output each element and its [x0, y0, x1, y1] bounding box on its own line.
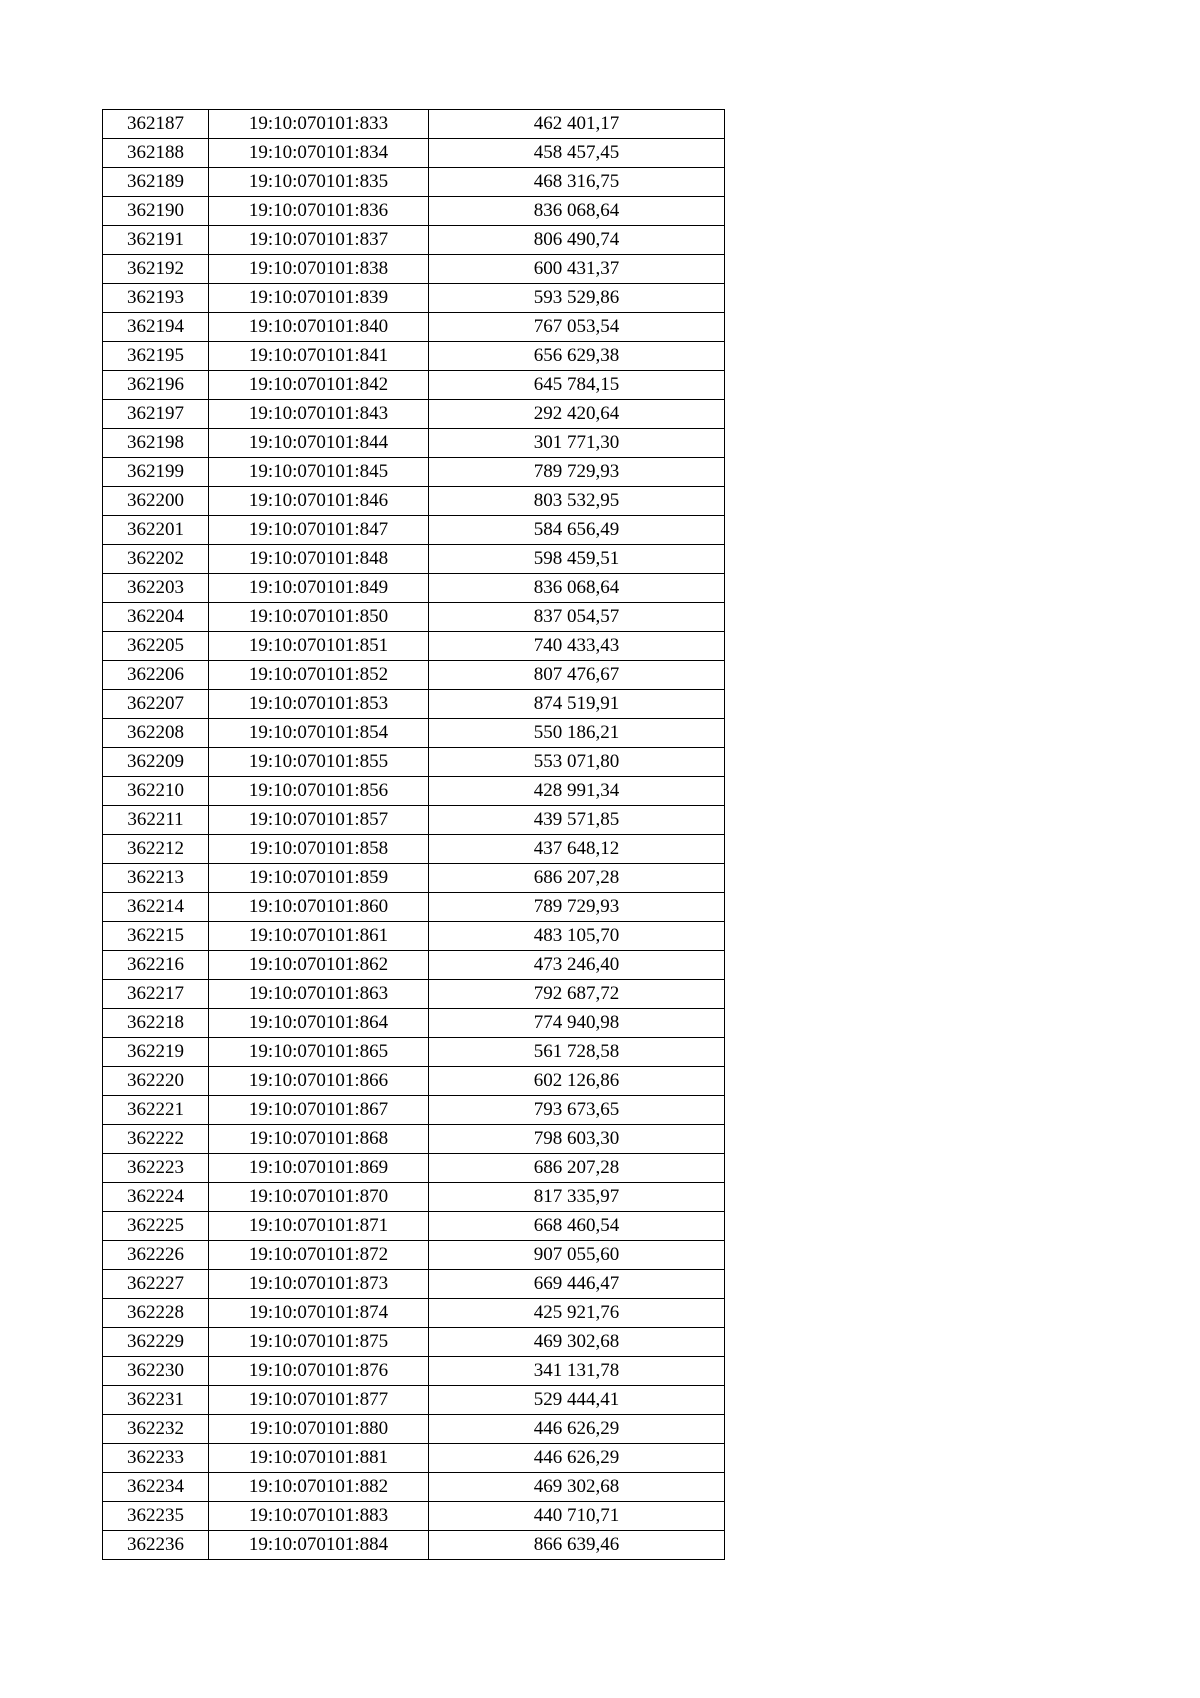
- cadastral-value-cell: 439 571,85: [429, 806, 725, 835]
- cadastral-number-cell: 19:10:070101:836: [209, 197, 429, 226]
- row-number-cell: 362188: [103, 139, 209, 168]
- row-number-cell: 362192: [103, 255, 209, 284]
- cadastral-value-cell: 668 460,54: [429, 1212, 725, 1241]
- cadastral-value-cell: 837 054,57: [429, 603, 725, 632]
- row-number-cell: 362189: [103, 168, 209, 197]
- cadastral-number-cell: 19:10:070101:870: [209, 1183, 429, 1212]
- row-number-cell: 362221: [103, 1096, 209, 1125]
- row-number-cell: 362218: [103, 1009, 209, 1038]
- cadastral-value-cell: 446 626,29: [429, 1415, 725, 1444]
- row-number-cell: 362222: [103, 1125, 209, 1154]
- table-row: [103, 1328, 725, 1357]
- row-number-cell: 362232: [103, 1415, 209, 1444]
- table-row: [103, 516, 725, 545]
- row-number-cell: 362216: [103, 951, 209, 980]
- cadastral-value-cell: 836 068,64: [429, 197, 725, 226]
- cadastral-number-cell: 19:10:070101:846: [209, 487, 429, 516]
- table-row: [103, 1067, 725, 1096]
- table-row: [103, 922, 725, 951]
- cadastral-number-cell: 19:10:070101:847: [209, 516, 429, 545]
- cadastral-number-cell: 19:10:070101:833: [209, 110, 429, 139]
- row-number-cell: 362194: [103, 313, 209, 342]
- table-row: [103, 806, 725, 835]
- cadastral-value-cell: 553 071,80: [429, 748, 725, 777]
- cadastral-number-cell: 19:10:070101:837: [209, 226, 429, 255]
- cadastral-number-cell: 19:10:070101:881: [209, 1444, 429, 1473]
- cadastral-number-cell: 19:10:070101:840: [209, 313, 429, 342]
- cadastral-number-cell: 19:10:070101:865: [209, 1038, 429, 1067]
- table-row: [103, 168, 725, 197]
- cadastral-number-cell: 19:10:070101:859: [209, 864, 429, 893]
- cadastral-value-cell: 645 784,15: [429, 371, 725, 400]
- cadastral-value-cell: 789 729,93: [429, 458, 725, 487]
- cadastral-value-cell: 425 921,76: [429, 1299, 725, 1328]
- cadastral-number-cell: 19:10:070101:868: [209, 1125, 429, 1154]
- cadastral-value-cell: 836 068,64: [429, 574, 725, 603]
- row-number-cell: 362202: [103, 545, 209, 574]
- table-row: [103, 139, 725, 168]
- cadastral-number-cell: 19:10:070101:869: [209, 1154, 429, 1183]
- table-row: [103, 574, 725, 603]
- cadastral-number-cell: 19:10:070101:876: [209, 1357, 429, 1386]
- table-row: [103, 1473, 725, 1502]
- row-number-cell: 362215: [103, 922, 209, 951]
- row-number-cell: 362196: [103, 371, 209, 400]
- table-row: [103, 1009, 725, 1038]
- cadastral-value-cell: 740 433,43: [429, 632, 725, 661]
- cadastral-number-cell: 19:10:070101:871: [209, 1212, 429, 1241]
- row-number-cell: 362199: [103, 458, 209, 487]
- cadastral-value-cell: 437 648,12: [429, 835, 725, 864]
- table-row: [103, 1241, 725, 1270]
- cadastral-number-cell: 19:10:070101:851: [209, 632, 429, 661]
- row-number-cell: 362210: [103, 777, 209, 806]
- cadastral-number-cell: 19:10:070101:873: [209, 1270, 429, 1299]
- cadastral-value-cell: 550 186,21: [429, 719, 725, 748]
- row-number-cell: 362226: [103, 1241, 209, 1270]
- cadastral-number-cell: 19:10:070101:838: [209, 255, 429, 284]
- cadastral-value-cell: 798 603,30: [429, 1125, 725, 1154]
- row-number-cell: 362227: [103, 1270, 209, 1299]
- cadastral-number-cell: 19:10:070101:874: [209, 1299, 429, 1328]
- cadastral-number-cell: 19:10:070101:835: [209, 168, 429, 197]
- cadastral-number-cell: 19:10:070101:877: [209, 1386, 429, 1415]
- cadastral-value-cell: 793 673,65: [429, 1096, 725, 1125]
- table-row: [103, 1386, 725, 1415]
- row-number-cell: 362231: [103, 1386, 209, 1415]
- cadastral-value-cell: 598 459,51: [429, 545, 725, 574]
- cadastral-value-cell: 483 105,70: [429, 922, 725, 951]
- table-row: [103, 458, 725, 487]
- cadastral-value-cell: 774 940,98: [429, 1009, 725, 1038]
- cadastral-number-cell: 19:10:070101:834: [209, 139, 429, 168]
- cadastral-number-cell: 19:10:070101:858: [209, 835, 429, 864]
- table-row: [103, 313, 725, 342]
- row-number-cell: 362208: [103, 719, 209, 748]
- row-number-cell: 362205: [103, 632, 209, 661]
- cadastral-number-cell: 19:10:070101:854: [209, 719, 429, 748]
- cadastral-value-cell: 817 335,97: [429, 1183, 725, 1212]
- cadastral-number-cell: 19:10:070101:882: [209, 1473, 429, 1502]
- cadastral-number-cell: 19:10:070101:845: [209, 458, 429, 487]
- cadastral-value-cell: 428 991,34: [429, 777, 725, 806]
- row-number-cell: 362225: [103, 1212, 209, 1241]
- cadastral-value-cell: 446 626,29: [429, 1444, 725, 1473]
- cadastral-number-cell: 19:10:070101:850: [209, 603, 429, 632]
- cadastral-number-cell: 19:10:070101:855: [209, 748, 429, 777]
- table-row: [103, 545, 725, 574]
- cadastral-value-cell: 468 316,75: [429, 168, 725, 197]
- table-row: [103, 1444, 725, 1473]
- cadastral-value-table: [102, 109, 725, 1560]
- cadastral-value-cell: 440 710,71: [429, 1502, 725, 1531]
- row-number-cell: 362204: [103, 603, 209, 632]
- table-row: [103, 226, 725, 255]
- cadastral-value-cell: 292 420,64: [429, 400, 725, 429]
- table-row: [103, 1357, 725, 1386]
- table-row: [103, 1270, 725, 1299]
- row-number-cell: 362220: [103, 1067, 209, 1096]
- row-number-cell: 362223: [103, 1154, 209, 1183]
- row-number-cell: 362236: [103, 1531, 209, 1560]
- table-row: [103, 719, 725, 748]
- table-row: [103, 603, 725, 632]
- cadastral-value-cell: 874 519,91: [429, 690, 725, 719]
- table-row: [103, 690, 725, 719]
- cadastral-value-cell: 473 246,40: [429, 951, 725, 980]
- cadastral-value-cell: 458 457,45: [429, 139, 725, 168]
- row-number-cell: 362224: [103, 1183, 209, 1212]
- cadastral-value-cell: 806 490,74: [429, 226, 725, 255]
- cadastral-value-cell: 656 629,38: [429, 342, 725, 371]
- table-row: [103, 893, 725, 922]
- cadastral-value-cell: 600 431,37: [429, 255, 725, 284]
- cadastral-number-cell: 19:10:070101:839: [209, 284, 429, 313]
- cadastral-value-cell: 602 126,86: [429, 1067, 725, 1096]
- cadastral-value-cell: 807 476,67: [429, 661, 725, 690]
- row-number-cell: 362206: [103, 661, 209, 690]
- table-row: [103, 371, 725, 400]
- row-number-cell: 362203: [103, 574, 209, 603]
- table-row: [103, 255, 725, 284]
- table-row: [103, 429, 725, 458]
- row-number-cell: 362230: [103, 1357, 209, 1386]
- table-row: [103, 748, 725, 777]
- cadastral-value-cell: 866 639,46: [429, 1531, 725, 1560]
- cadastral-number-cell: 19:10:070101:844: [209, 429, 429, 458]
- cadastral-value-cell: 907 055,60: [429, 1241, 725, 1270]
- table-row: [103, 632, 725, 661]
- cadastral-number-cell: 19:10:070101:857: [209, 806, 429, 835]
- table-row: [103, 1531, 725, 1560]
- table-row: [103, 342, 725, 371]
- table-row: [103, 284, 725, 313]
- table-row: [103, 110, 725, 139]
- cadastral-value-cell: 561 728,58: [429, 1038, 725, 1067]
- table-body: [103, 110, 725, 1560]
- row-number-cell: 362209: [103, 748, 209, 777]
- table-row: [103, 661, 725, 690]
- row-number-cell: 362200: [103, 487, 209, 516]
- row-number-cell: 362207: [103, 690, 209, 719]
- table-row: [103, 400, 725, 429]
- cadastral-value-cell: 792 687,72: [429, 980, 725, 1009]
- row-number-cell: 362228: [103, 1299, 209, 1328]
- row-number-cell: 362190: [103, 197, 209, 226]
- row-number-cell: 362213: [103, 864, 209, 893]
- table-row: [103, 1038, 725, 1067]
- row-number-cell: 362217: [103, 980, 209, 1009]
- table-row: [103, 1183, 725, 1212]
- cadastral-number-cell: 19:10:070101:883: [209, 1502, 429, 1531]
- table-row: [103, 1212, 725, 1241]
- row-number-cell: 362198: [103, 429, 209, 458]
- cadastral-value-cell: 789 729,93: [429, 893, 725, 922]
- cadastral-value-cell: 529 444,41: [429, 1386, 725, 1415]
- cadastral-value-cell: 686 207,28: [429, 864, 725, 893]
- cadastral-value-cell: 686 207,28: [429, 1154, 725, 1183]
- cadastral-number-cell: 19:10:070101:861: [209, 922, 429, 951]
- cadastral-value-cell: 301 771,30: [429, 429, 725, 458]
- cadastral-number-cell: 19:10:070101:843: [209, 400, 429, 429]
- cadastral-value-cell: 803 532,95: [429, 487, 725, 516]
- row-number-cell: 362187: [103, 110, 209, 139]
- cadastral-number-cell: 19:10:070101:862: [209, 951, 429, 980]
- table-row: [103, 1125, 725, 1154]
- cadastral-number-cell: 19:10:070101:842: [209, 371, 429, 400]
- row-number-cell: 362212: [103, 835, 209, 864]
- cadastral-number-cell: 19:10:070101:872: [209, 1241, 429, 1270]
- cadastral-number-cell: 19:10:070101:856: [209, 777, 429, 806]
- cadastral-value-cell: 462 401,17: [429, 110, 725, 139]
- table-row: [103, 1415, 725, 1444]
- cadastral-number-cell: 19:10:070101:863: [209, 980, 429, 1009]
- table-row: [103, 980, 725, 1009]
- cadastral-number-cell: 19:10:070101:848: [209, 545, 429, 574]
- row-number-cell: 362211: [103, 806, 209, 835]
- cadastral-value-cell: 469 302,68: [429, 1328, 725, 1357]
- cadastral-number-cell: 19:10:070101:880: [209, 1415, 429, 1444]
- table-row: [103, 1299, 725, 1328]
- table-row: [103, 777, 725, 806]
- row-number-cell: 362193: [103, 284, 209, 313]
- row-number-cell: 362219: [103, 1038, 209, 1067]
- row-number-cell: 362201: [103, 516, 209, 545]
- table-row: [103, 951, 725, 980]
- row-number-cell: 362214: [103, 893, 209, 922]
- cadastral-value-cell: 469 302,68: [429, 1473, 725, 1502]
- row-number-cell: 362235: [103, 1502, 209, 1531]
- cadastral-value-cell: 341 131,78: [429, 1357, 725, 1386]
- cadastral-number-cell: 19:10:070101:875: [209, 1328, 429, 1357]
- table-row: [103, 1502, 725, 1531]
- table-row: [103, 1096, 725, 1125]
- cadastral-number-cell: 19:10:070101:884: [209, 1531, 429, 1560]
- row-number-cell: 362197: [103, 400, 209, 429]
- cadastral-value-cell: 767 053,54: [429, 313, 725, 342]
- table-row: [103, 197, 725, 226]
- row-number-cell: 362191: [103, 226, 209, 255]
- table-row: [103, 864, 725, 893]
- cadastral-value-cell: 593 529,86: [429, 284, 725, 313]
- cadastral-number-cell: 19:10:070101:849: [209, 574, 429, 603]
- row-number-cell: 362229: [103, 1328, 209, 1357]
- cadastral-number-cell: 19:10:070101:866: [209, 1067, 429, 1096]
- cadastral-value-cell: 584 656,49: [429, 516, 725, 545]
- cadastral-number-cell: 19:10:070101:853: [209, 690, 429, 719]
- row-number-cell: 362233: [103, 1444, 209, 1473]
- table-row: [103, 1154, 725, 1183]
- row-number-cell: 362234: [103, 1473, 209, 1502]
- cadastral-number-cell: 19:10:070101:867: [209, 1096, 429, 1125]
- table-row: [103, 835, 725, 864]
- cadastral-number-cell: 19:10:070101:860: [209, 893, 429, 922]
- cadastral-number-cell: 19:10:070101:864: [209, 1009, 429, 1038]
- cadastral-number-cell: 19:10:070101:852: [209, 661, 429, 690]
- row-number-cell: 362195: [103, 342, 209, 371]
- table-row: [103, 487, 725, 516]
- cadastral-value-cell: 669 446,47: [429, 1270, 725, 1299]
- cadastral-number-cell: 19:10:070101:841: [209, 342, 429, 371]
